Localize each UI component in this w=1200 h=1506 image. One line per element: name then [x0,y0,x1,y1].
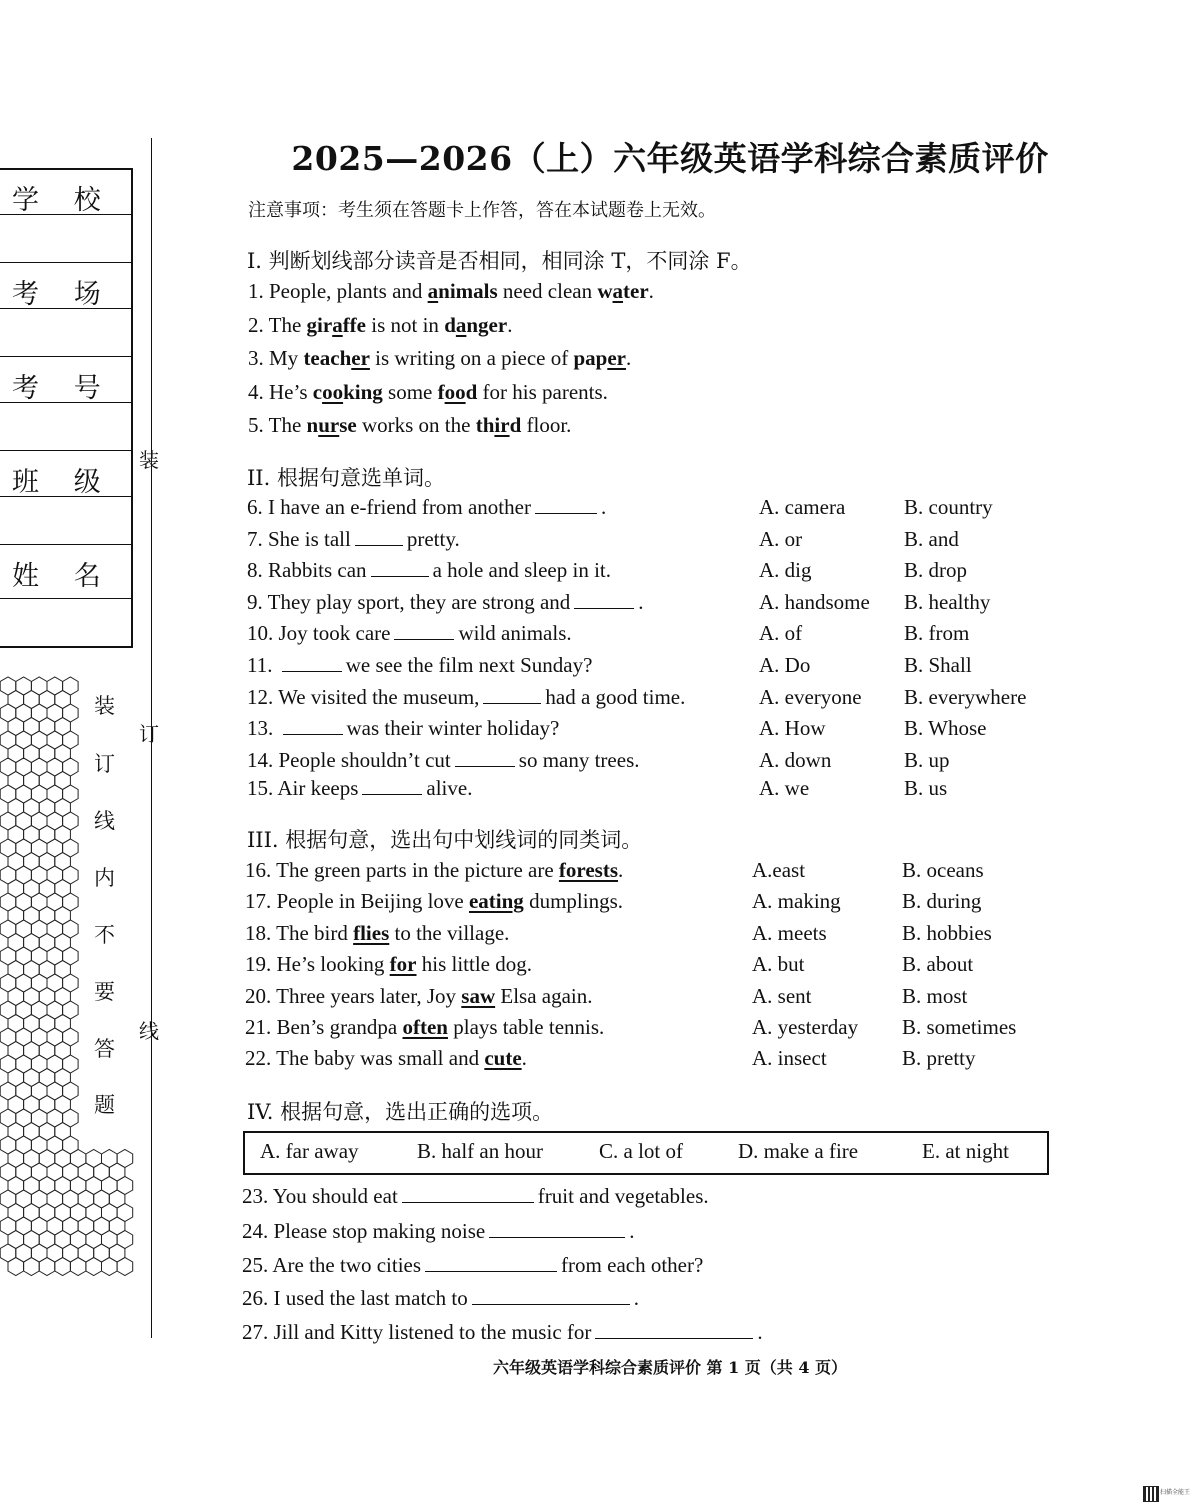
honeycomb-cell [102,1258,118,1276]
keyword-part: w [597,279,613,303]
binding-notice-char: 装 [94,694,115,718]
question-row [245,1046,527,1071]
underlined-sound: oo [322,380,344,404]
info-label-exam-number: 考 号 [12,373,115,403]
question-number: 19. [245,952,272,976]
question-text: I have an e-friend from another [268,495,531,519]
question-text: . [638,590,644,614]
question-text: . [507,313,513,337]
question-text: Joy took care [278,621,391,645]
option-b: B. pretty [902,1046,976,1070]
question-number: 17. [245,889,272,913]
answer-blank [402,1184,534,1203]
binding-mark: 线 [139,1019,159,1043]
answer-blank [489,1219,625,1238]
info-divider [0,450,131,451]
question-number: 13. [247,716,274,740]
option-a: A. handsome [759,590,870,614]
binding-notice-char: 内 [94,866,115,890]
keyword-part: ffe [342,313,366,337]
question-text: The [268,413,307,437]
question-text: Jill and Kitty listened to the music for [273,1320,592,1344]
student-info-table [0,168,133,648]
question-row [245,858,623,883]
keyword-part: ter [623,279,649,303]
underlined-word: eating [468,889,524,913]
question-number: 5. [248,413,264,437]
answer-blank [472,1286,630,1305]
question-number: 10. [247,621,274,645]
underlined-sound: a [427,279,439,303]
section-4-heading: IV. 根据句意，选出正确的选项。 [247,1100,554,1124]
question-number: 20. [245,984,272,1008]
keyword-bold [597,279,648,303]
question-text: works on the [356,413,476,437]
question-number: 21. [245,1015,272,1039]
binding-notice-char: 要 [94,980,115,1004]
underlined-word: saw [461,984,496,1008]
answer-blank [574,590,634,609]
option-b: B. during [902,889,982,913]
question-number: 22. [245,1046,272,1070]
binding-notice-char: 订 [94,752,115,776]
option-b: B. and [904,527,959,551]
question-row [242,1286,639,1311]
option-a: A. yesterday [752,1015,859,1039]
honeycomb-cell [8,1258,24,1276]
info-label-exam-room: 考 场 [12,279,115,309]
question-row [242,1219,634,1244]
underlined-sound: a [332,313,343,337]
option-a: A.east [752,858,806,882]
binding-mark: 订 [139,722,159,746]
underlined-sound: er [607,346,626,370]
question-number: 15. [247,776,274,800]
question-text: pretty. [406,527,460,551]
underlined-sound: ir [494,413,510,437]
word-bank-option: A. far away [260,1139,359,1163]
answer-blank [371,558,429,577]
page-footer: 六年级英语学科综合素质评价 第 1 页（共 4 页） [492,1358,848,1377]
question-row [242,1253,703,1278]
option-b: B. us [904,776,948,800]
question-number: 18. [245,921,272,945]
option-a: A. insect [752,1046,827,1070]
question-text: The bird [276,921,354,945]
option-a: A. How [759,716,826,740]
question-text: so many trees. [518,748,640,772]
option-b: B. up [904,748,950,772]
keyword-part: se [339,413,357,437]
keyword-part: king [343,380,383,404]
question-row [245,889,623,914]
question-text: He’s [269,380,313,404]
section-2-heading: II. 根据句意选单词。 [247,466,445,490]
question-text: We visited the museum, [278,685,480,709]
word-bank-option: C. a lot of [599,1139,683,1163]
info-divider [0,262,131,263]
underlined-word: for [389,952,417,976]
word-bank-box [243,1131,1049,1175]
question-text: for his parents. [477,380,608,404]
info-divider [0,544,131,545]
keyword-bold [438,380,478,404]
info-divider [0,214,131,215]
question-row [245,921,509,946]
question-number: 11. [247,653,273,677]
keyword-bold [444,313,507,337]
scanner-watermark: 扫描全能王 [1160,1489,1191,1496]
question-row [242,1184,709,1209]
answer-blank [455,748,515,767]
question-text: his little dog. [416,952,532,976]
word-bank-option: B. half an hour [417,1139,543,1163]
question-text: . [648,279,654,303]
question-text: alive. [426,776,473,800]
question-text: we see the film next Sunday? [345,653,593,677]
keyword-bold [303,346,369,370]
keyword-part: gir [306,313,333,337]
answer-blank [535,495,597,514]
question-text: He’s looking [276,952,390,976]
keyword-bold [307,413,357,437]
question-number: 8. [247,558,263,582]
option-b: B. country [904,495,993,519]
question-number: 24. [242,1219,269,1243]
option-a: A. meets [752,921,827,945]
question-number: 3. [248,346,264,370]
question-text: floor. [521,413,572,437]
underlined-word: often [402,1015,448,1039]
question-text: They play sport, they are strong and [267,590,571,614]
question-text: . [618,858,624,882]
underlined-sound: er [351,346,370,370]
answer-blank [362,776,422,795]
keyword-part: d [509,413,522,437]
question-text: Air keeps [277,776,359,800]
question-text: People in Beijing love [276,889,469,913]
keyword-bold [313,380,383,404]
keyword-part: n [306,413,319,437]
keyword-part: d [465,380,478,404]
question-row [248,346,631,371]
option-b: B. most [902,984,968,1008]
option-b: B. oceans [902,858,984,882]
question-text: Ben’s grandpa [276,1015,403,1039]
option-b: B. drop [904,558,967,582]
option-a: A. dig [759,558,812,582]
option-b: B. everywhere [904,685,1027,709]
question-number: 27. [242,1320,269,1344]
question-text: wild animals. [458,621,572,645]
question-text: fruit and vegetables. [537,1184,709,1208]
answer-blank [425,1253,557,1272]
option-b: B. hobbies [902,921,992,945]
option-b: B. from [904,621,970,645]
question-row [248,313,512,338]
question-text: was their winter holiday? [346,716,560,740]
question-row [247,685,685,710]
question-row [245,984,593,1009]
question-text: Rabbits can [268,558,367,582]
question-text: had a good time. [545,685,686,709]
underlined-word: flies [353,921,390,945]
question-number: 14. [247,748,274,772]
info-divider [0,402,131,403]
question-text: People shouldn’t cut [278,748,451,772]
question-text: from each other? [561,1253,704,1277]
info-divider [0,308,131,309]
question-row [247,495,606,520]
question-row [242,1320,763,1345]
question-text: dumplings. [523,889,623,913]
question-row [247,653,592,678]
keyword-bold [307,313,366,337]
honeycomb-cell [117,1258,133,1276]
question-text: is writing on a piece of [369,346,574,370]
option-a: A. making [752,889,841,913]
section-1-heading: I. 判断划线部分读音是否相同，相同涂 T，不同涂 F。 [247,249,752,273]
binding-notice-char: 答 [94,1037,115,1061]
binding-notice-char: 线 [94,809,115,833]
question-row [247,716,559,741]
question-number: 2. [248,313,264,337]
honeycomb-cell [70,1258,86,1276]
honeycomb-cell [39,1258,55,1276]
question-row [245,952,532,977]
keyword-part: teach [303,346,352,370]
question-text: Elsa again. [495,984,593,1008]
question-text: plays table tennis. [447,1015,605,1039]
question-text: The [268,313,307,337]
question-number: 4. [248,380,264,404]
info-label-name: 姓 名 [12,561,115,591]
underlined-word: cute [484,1046,522,1070]
question-row [248,380,608,405]
underlined-sound: a [612,279,624,303]
answer-blank [355,527,403,546]
option-a: A. Do [759,653,811,677]
question-text: My [269,346,304,370]
question-row [247,590,644,615]
question-text: is not in [366,313,445,337]
answer-blank [394,621,454,640]
question-text: Are the two cities [272,1253,422,1277]
keyword-part: d [444,313,456,337]
question-text: I used the last match to [273,1286,468,1310]
option-a: A. down [759,748,832,772]
honeycomb-cell [55,1258,71,1276]
question-row [248,413,571,438]
question-row [247,621,572,646]
question-text: . [625,346,632,370]
question-number: 1. [248,279,264,303]
underlined-sound: a [455,313,467,337]
word-bank-option: E. at night [922,1139,1009,1163]
question-text: You should eat [272,1184,398,1208]
keyword-part: th [475,413,495,437]
option-b: B. sometimes [902,1015,1017,1039]
exam-notice: 注意事项：考生须在答题卡上作答，答在本试题卷上无效。 [248,200,716,221]
question-row [247,748,640,773]
binding-notice-char: 不 [94,923,115,947]
answer-blank [483,685,541,704]
option-a: A. we [759,776,810,800]
question-number: 6. [247,495,263,519]
question-text: Three years later, Joy [276,984,462,1008]
info-divider [0,356,131,357]
question-number: 23. [242,1184,269,1208]
question-text: The green parts in the picture are [276,858,559,882]
honeycomb-cell [24,1258,40,1276]
question-text: People, plants and [269,279,428,303]
question-row [247,527,460,552]
keyword-bold [573,346,626,370]
honeycomb-cell [86,1258,102,1276]
question-text: need clean [497,279,598,303]
keyword-part: c [312,380,323,404]
question-text: . [629,1219,635,1243]
question-text: . [757,1320,763,1344]
question-text: . [600,495,607,519]
question-number: 7. [247,527,263,551]
option-a: A. camera [759,495,846,519]
option-a: A. everyone [759,685,862,709]
info-label-school: 学 校 [12,185,115,215]
question-text: some [382,380,438,404]
option-b: B. Shall [904,653,972,677]
keyword-part: f [437,380,445,404]
qr-code-icon [1143,1486,1159,1502]
word-bank-option: D. make a fire [738,1139,859,1163]
question-text: . [521,1046,527,1070]
keyword-bold [476,413,522,437]
question-row [247,558,611,583]
answer-blank [595,1320,753,1339]
keyword-part: nger [466,313,508,337]
question-text: . [633,1286,639,1310]
answer-blank [283,716,343,735]
option-b: B. about [902,952,974,976]
option-a: A. but [752,952,805,976]
question-number: 16. [245,858,272,882]
underlined-sound: oo [444,380,466,404]
option-b: B. Whose [904,716,987,740]
question-text: She is tall [268,527,351,551]
question-text: a hole and sleep in it. [432,558,612,582]
keyword-part: pap [573,346,608,370]
option-a: A. or [759,527,803,551]
question-text: Please stop making noise [273,1219,486,1243]
option-a: A. sent [752,984,812,1008]
underlined-sound: ur [318,413,340,437]
question-number: 12. [247,685,274,709]
question-number: 25. [242,1253,269,1277]
page-title: 2025—2026（上）六年级英语学科综合素质评价 [291,139,1049,178]
question-number: 26. [242,1286,269,1310]
question-text: to the village. [389,921,510,945]
info-label-class: 班 级 [12,467,115,497]
binding-notice-char: 题 [94,1093,115,1117]
option-a: A. of [759,621,803,645]
keyword-bold [428,279,498,303]
keyword-part: nimals [438,279,498,303]
section-3-heading: III. 根据句意，选出句中划线词的同类词。 [247,828,643,852]
underlined-word: forests [558,858,619,882]
question-row [247,776,472,801]
question-number: 9. [247,590,263,614]
info-divider [0,598,131,599]
info-divider [0,496,131,497]
question-text: The baby was small and [276,1046,485,1070]
binding-mark: 装 [139,448,159,472]
option-b: B. healthy [904,590,991,614]
question-row [248,279,654,304]
question-row [245,1015,604,1040]
answer-blank [282,653,342,672]
